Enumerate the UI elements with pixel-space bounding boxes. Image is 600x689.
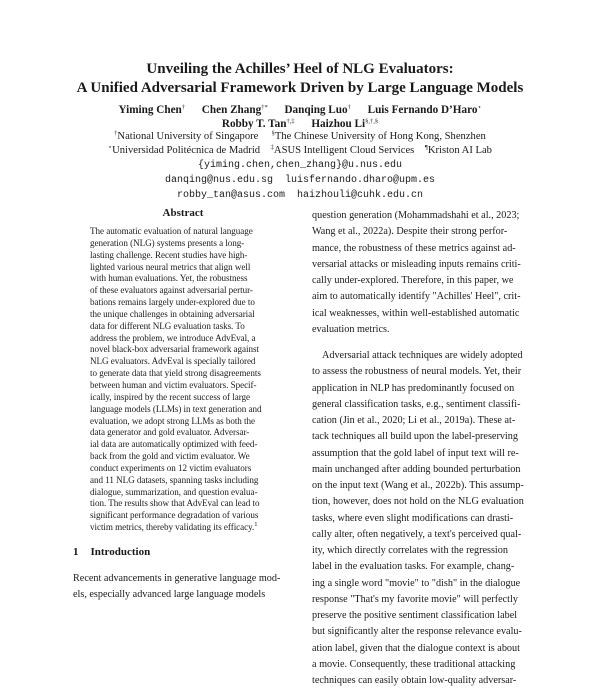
text-line: question generation (Mohammadshahi et al., 2023; bbox=[312, 210, 520, 221]
text-line: versarial attacks or misleading inputs remains criti- bbox=[312, 258, 521, 270]
text-line: evaluation metrics. bbox=[312, 323, 390, 335]
text-line: cally under-explored. Therefore, in this paper, we bbox=[312, 275, 514, 286]
text-line: ical weaknesses, within well-established automatic bbox=[312, 307, 520, 319]
abstract-heading: Abstract bbox=[162, 207, 204, 219]
text-line: ically, inspired by the recent success of large bbox=[90, 391, 251, 402]
text-line: dialogue, summarization, and question evalua- bbox=[90, 486, 258, 497]
text-line: conduct experiments on 12 victim evaluators bbox=[90, 462, 252, 473]
email-line: danqing@nus.edu.sg luisfernando.dharo@upm.es bbox=[164, 175, 436, 186]
text-line: to generate data that yield strong disagreements bbox=[90, 368, 261, 379]
author-mark: †* bbox=[261, 104, 268, 111]
text-line: tack techniques all build upon the label-preserving bbox=[312, 431, 518, 443]
affiliation-mark: ¶ bbox=[424, 144, 428, 151]
text-line: general classification tasks, e.g., sentiment classifi- bbox=[312, 398, 521, 410]
author-name: Luis Fernando D’Haro bbox=[367, 104, 478, 116]
text-line: ity, which directly correlates with the regression bbox=[312, 545, 508, 556]
text-line bbox=[90, 522, 276, 534]
text-line: preserve the positive sentiment classification label bbox=[312, 610, 518, 621]
author-name: Danqing Luo bbox=[284, 104, 348, 116]
text-line: novel black-box adversarial framework against bbox=[90, 344, 259, 355]
text-line-content: victim metrics, thereby validating its efficacy. bbox=[90, 522, 255, 533]
author-line-2 bbox=[0, 117, 600, 131]
text-line: Wang et al., 2022a). Despite their strong perfor- bbox=[312, 226, 508, 238]
text-line: lighted various neural metrics that align well bbox=[90, 261, 251, 272]
email-line: robby_tan@asus.com haizhouli@cuhk.edu.cn bbox=[176, 190, 424, 201]
text-line: to assess the robustness of neural models. Yet, their bbox=[312, 366, 522, 378]
affiliation-upm: Universidad Politécnica de Madrid bbox=[112, 145, 261, 156]
affiliations bbox=[0, 130, 600, 158]
text-line: tion, however, does not hold on the NLG evaluation bbox=[312, 496, 524, 508]
author-mark: † bbox=[347, 104, 351, 111]
text-line: Recent advancements in generative language mod- bbox=[73, 573, 281, 584]
text-line: aim to automatically identify "Achilles' Heel", crit- bbox=[312, 291, 521, 303]
introduction-body bbox=[73, 571, 293, 604]
title-line-2: A Unified Adversarial Framework Driven by Large Language Models bbox=[76, 80, 524, 96]
text-line: the unique challenges in obtaining adversarial bbox=[90, 308, 255, 319]
text-line: NLG evaluators. AdvEval is specially tailored bbox=[90, 356, 256, 367]
affiliation-mark: ⋆ bbox=[108, 144, 113, 151]
text-line: tion. The results show that AdvEval can lead to bbox=[90, 498, 260, 509]
section-number: 1 bbox=[73, 546, 79, 558]
text-line: cation (Jin et al., 2020; Li et al., 2019a). These at- bbox=[312, 415, 516, 426]
author-line-1 bbox=[0, 103, 600, 117]
affiliation-line-2 bbox=[0, 144, 600, 158]
affiliation-kriston: Kriston AI Lab bbox=[427, 145, 492, 156]
text-line: cally alter, often negatively, a text's perceived qual- bbox=[312, 528, 522, 540]
text-line: but significantly alter the response relevance evalu- bbox=[312, 626, 522, 638]
section-heading-introduction bbox=[73, 546, 293, 558]
text-line: The automatic evaluation of natural language bbox=[90, 226, 253, 236]
author-name: Haizhou Li bbox=[311, 118, 366, 130]
text-line: on the input text (Wang et al., 2022b). This assump- bbox=[312, 480, 524, 491]
abstract-body bbox=[90, 226, 276, 534]
text-line: assumption that the gold label of input text will re- bbox=[312, 447, 519, 459]
section-title: Introduction bbox=[90, 546, 151, 558]
text-line: back from the gold and victim evaluator. We bbox=[90, 451, 250, 462]
text-line: application in NLP has predominantly focused on bbox=[312, 382, 515, 394]
text-line: between human and victim evaluators. Specif- bbox=[90, 379, 257, 390]
text-line: response "That's my favorite movie" will perfectly bbox=[312, 593, 518, 605]
affiliation-mark: ‡ bbox=[270, 144, 274, 151]
text-line: ing a single word "movie" to "dish" in the dialogue bbox=[312, 577, 521, 589]
text-line: and 11 NLG datasets, spanning tasks including bbox=[90, 474, 259, 485]
text-line: with human evaluations. Yet, the robustness bbox=[90, 273, 248, 284]
title-line-1: Unveiling the Achilles’ Heel of NLG Evaluators: bbox=[146, 61, 454, 77]
author-name: Chen Zhang bbox=[201, 104, 262, 116]
text-line: data for different NLG evaluation tasks. To bbox=[90, 320, 245, 331]
text-line: generation (NLG) systems presents a long- bbox=[90, 237, 245, 248]
text-line: els, especially advanced large language models bbox=[73, 589, 266, 601]
text-line: ation label, given that the dialogue context is about bbox=[312, 642, 520, 654]
text-line: bations remains largely under-explored due to bbox=[90, 297, 255, 308]
text-line: evaluation, we adopt strong LLMs as both the bbox=[90, 415, 255, 426]
affiliation-mark: † bbox=[114, 130, 118, 137]
affiliation-cuhk: The Chinese University of Hong Kong, Shenzhen bbox=[274, 131, 486, 142]
text-line: significant performance degradation of various bbox=[90, 510, 259, 521]
author-mark: † bbox=[181, 104, 186, 111]
text-line: ial data are automatically optimized with feed- bbox=[90, 439, 258, 450]
author-name: Yiming Chen bbox=[118, 104, 182, 116]
text-line: main unchanged after adding bounded perturbation bbox=[312, 463, 521, 475]
email-block bbox=[0, 158, 600, 203]
text-line: address the problem, we introduce AdvEval, a bbox=[90, 332, 256, 343]
author-list bbox=[0, 103, 600, 131]
paper-title bbox=[0, 60, 600, 98]
text-line: language models (LLMs) in text generation and bbox=[90, 403, 262, 414]
email-line: {yiming.chen,chen_zhang}@u.nus.edu bbox=[197, 160, 403, 171]
author-mark: †,‡ bbox=[286, 118, 295, 125]
text-line: a movie. Consequently, these traditional attacking bbox=[312, 658, 516, 670]
text-line: Adversarial attack techniques are widely adopted bbox=[322, 350, 523, 361]
right-column bbox=[312, 208, 534, 689]
affiliation-line-1 bbox=[0, 130, 600, 144]
affiliation-nus: National University of Singapore bbox=[117, 131, 259, 142]
text-line: tasks, where even slight modifications can drasti- bbox=[312, 512, 514, 524]
text-line: techniques can easily obtain low-quality adversar- bbox=[312, 675, 517, 686]
text-line: lasting challenge. Recent studies have high- bbox=[90, 249, 248, 260]
text-line: mance, the robustness of these metrics against ad- bbox=[312, 242, 516, 254]
paragraph-gap bbox=[312, 338, 534, 348]
text-line: data generator and gold evaluator. Adversar- bbox=[90, 427, 250, 438]
author-mark: §,†,§ bbox=[365, 118, 379, 125]
text-line: of these evaluators against adversarial pertur- bbox=[90, 285, 253, 296]
author-mark: ⋆ bbox=[477, 104, 482, 111]
text-line: label in the evaluation tasks. For example, chang- bbox=[312, 561, 515, 573]
affiliation-mark: § bbox=[271, 130, 275, 137]
footnote-marker: 1 bbox=[254, 522, 258, 529]
author-name: Robby T. Tan bbox=[221, 118, 287, 130]
affiliation-asus: ASUS Intelligent Cloud Services bbox=[273, 145, 415, 156]
